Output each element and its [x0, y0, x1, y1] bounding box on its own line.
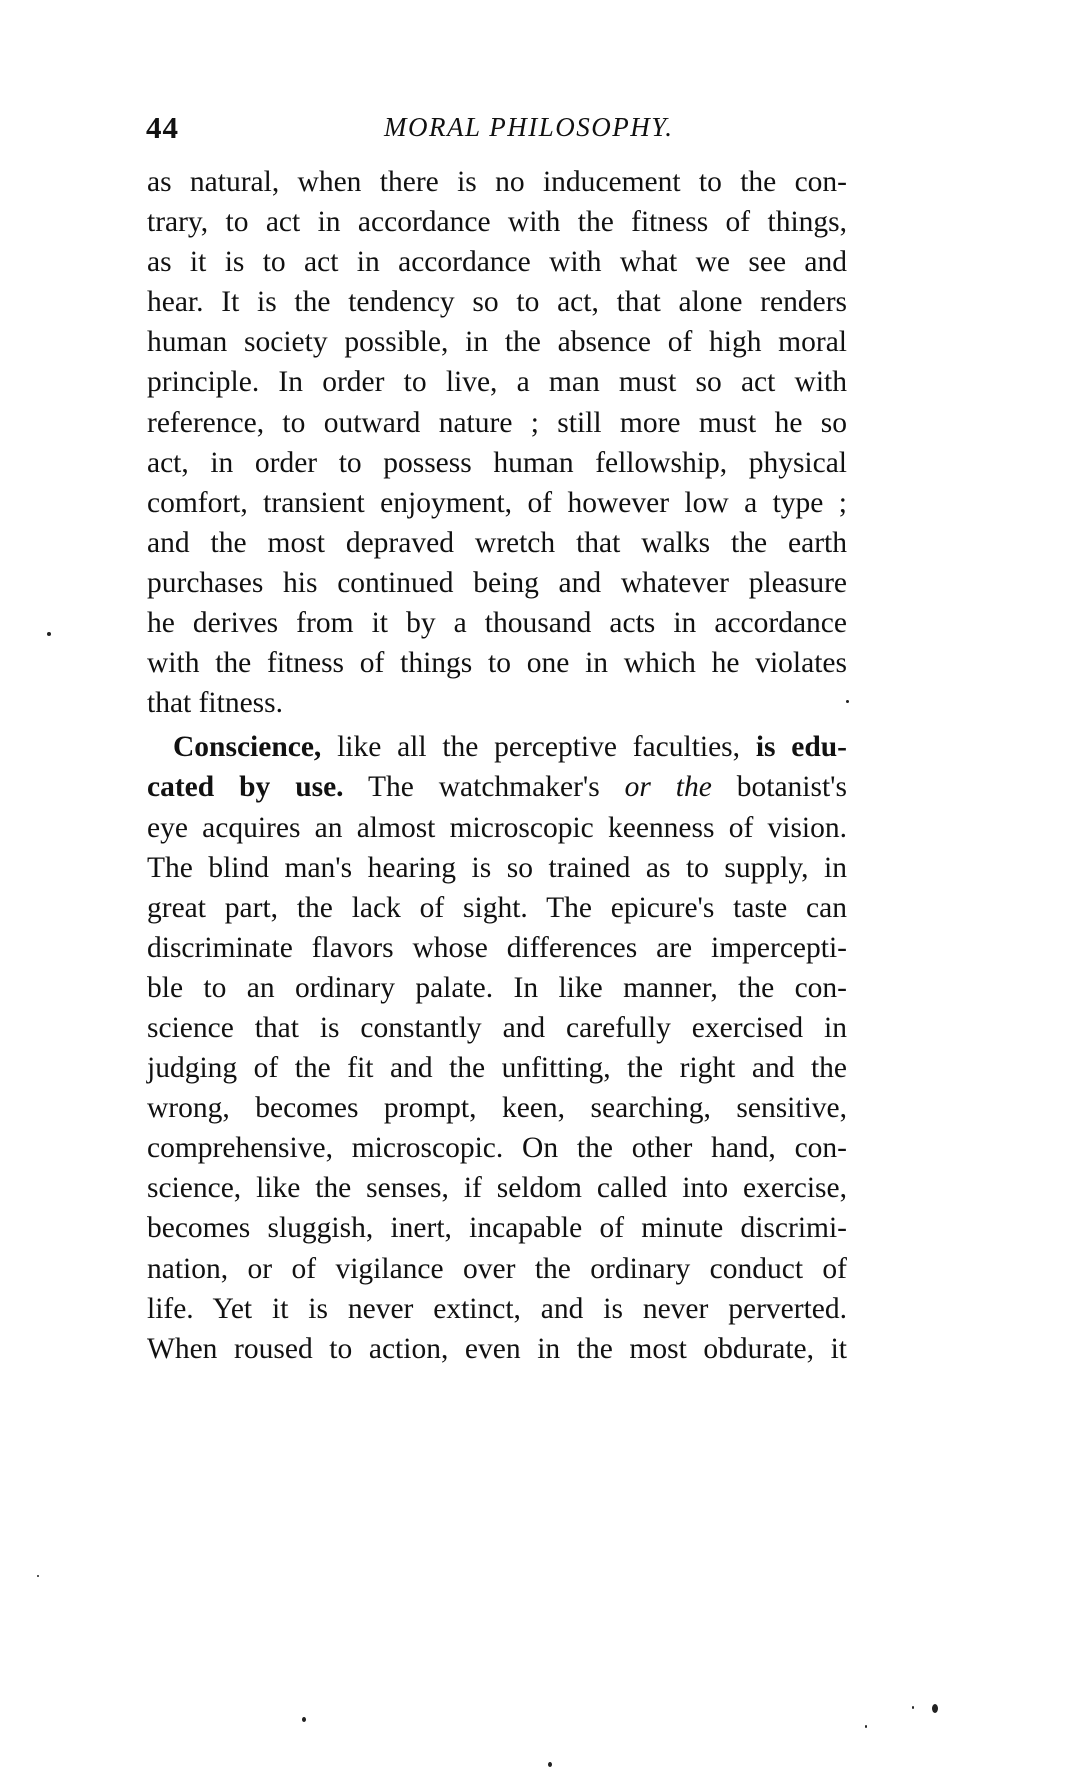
scan-speck [37, 1575, 39, 1577]
text-line: discriminate flavors whose differences are impercepti- [147, 931, 847, 964]
text-line: human society possible, in the absence of high moral [147, 326, 847, 359]
bold-run: is edu- [755, 731, 847, 764]
text-line: nation, or of vigilance over the ordinary conduct of [147, 1252, 847, 1285]
text-line: as it is to act in accordance with what we see and [147, 246, 847, 279]
body-text [147, 162, 847, 1369]
page-number: 44 [146, 110, 179, 145]
scan-speck [932, 1704, 938, 1713]
text-line: judging of the fit and the unfitting, the right and the [147, 1052, 847, 1085]
scan-speck [548, 1762, 552, 1767]
text-line: act, in order to possess human fellowship, physical [147, 446, 847, 479]
text-line: comfort, transient enjoyment, of however low a type ; [147, 486, 847, 519]
text-line: principle. In order to live, a man must so act with [147, 366, 847, 399]
paragraph-1 [147, 162, 847, 723]
text-line: When roused to action, even in the most obdurate, it [147, 1332, 847, 1365]
bold-run: cated by use. [147, 771, 344, 804]
text-line: reference, to outward nature ; still more must he so [147, 406, 847, 439]
italic-run: or the [624, 771, 712, 804]
text-run: botanist's [711, 771, 847, 804]
bold-run: Conscience, [173, 731, 322, 764]
text-line: with the fitness of things to one in which he violates [147, 647, 847, 680]
text-line: eye acquires an almost microscopic keenness of vision. [147, 811, 847, 844]
text-line: trary, to act in accordance with the fitness of things, [147, 206, 847, 239]
text-run: The watchmaker's [343, 771, 625, 804]
text-line: that fitness. [147, 687, 284, 720]
text-line: The blind man's hearing is so trained as to supply, in [147, 851, 847, 884]
scan-speck [865, 1725, 867, 1728]
text-line: becomes sluggish, inert, incapable of minute discrimi- [147, 1212, 847, 1245]
text-line: ble to an ordinary palate. In like manner, the con- [147, 971, 847, 1004]
text-run: like all the perceptive faculties, [321, 731, 756, 764]
text-line: great part, the lack of sight. The epicure's taste can [147, 891, 847, 924]
scan-speck [302, 1717, 306, 1722]
text-line: purchases his continued being and whatever pleasure [147, 566, 847, 599]
text-line: as natural, when there is no inducement to the con- [147, 166, 847, 198]
running-head [146, 110, 846, 150]
scan-speck [846, 700, 849, 703]
text-line: and the most depraved wretch that walks the earth [147, 526, 847, 559]
running-title: MORAL PHILOSOPHY. [384, 112, 674, 142]
paragraph-2 [147, 727, 847, 1369]
text-line: science that is constantly and carefully exercised in [147, 1011, 847, 1044]
text-line: life. Yet it is never extinct, and is never perverted. [147, 1292, 847, 1325]
text-line: comprehensive, microscopic. On the other hand, con- [147, 1132, 847, 1165]
text-line [147, 727, 847, 767]
scan-speck [912, 1706, 914, 1709]
scan-speck [47, 632, 51, 636]
text-line: hear. It is the tendency so to act, that alone renders [147, 286, 847, 319]
text-line [147, 767, 847, 807]
text-line: wrong, becomes prompt, keen, searching, sensitive, [147, 1092, 847, 1125]
text-line: he derives from it by a thousand acts in accordance [147, 607, 847, 640]
text-line: science, like the senses, if seldom called into exercise, [147, 1172, 847, 1205]
